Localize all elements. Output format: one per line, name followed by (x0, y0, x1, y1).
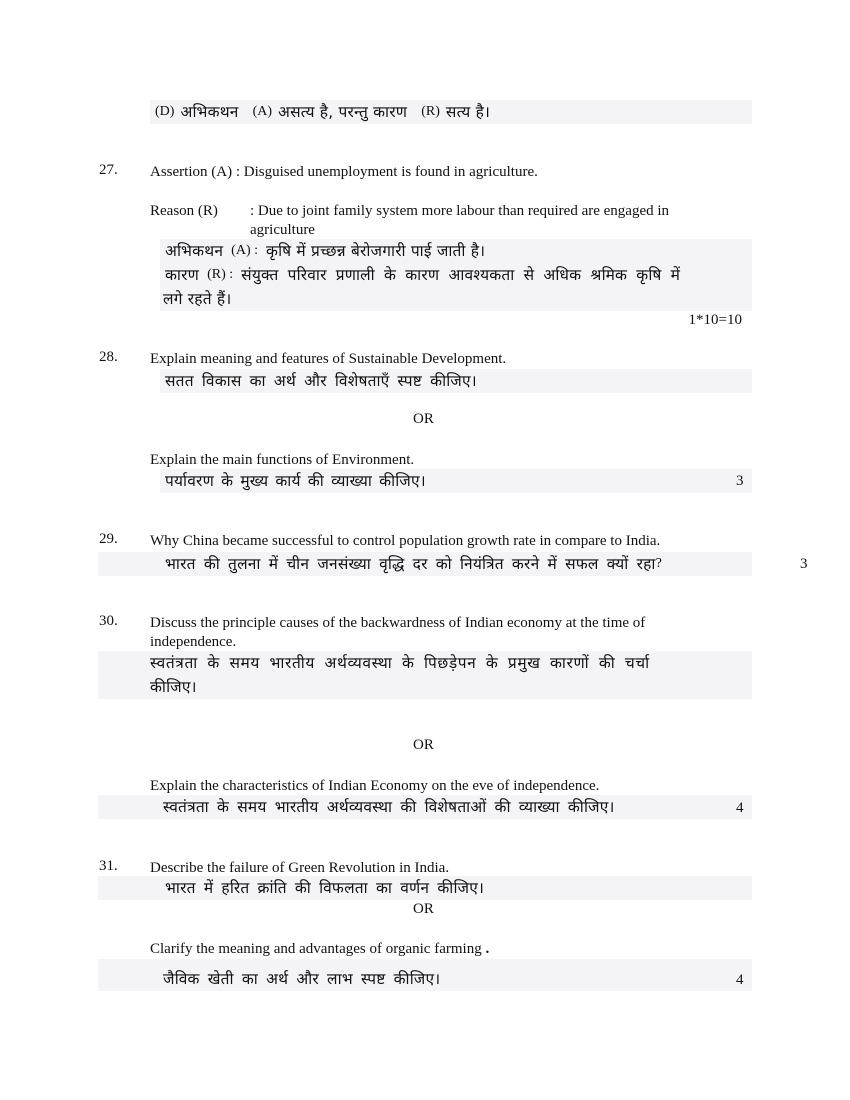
q30-marks: 4 (736, 800, 744, 816)
q28-number: 28. (99, 349, 118, 365)
q27-hindi-assert-text: कृषि में प्रच्छन्न बेरोजगारी पाई जाती है। (266, 242, 486, 260)
q30-hindi-line2: कीजिए। (150, 678, 197, 696)
q30-hindi-line1: स्वतंत्रता के समय भारतीय अर्थव्यवस्था के पिछड़ेपन के प्रमुख कारणों की चर्चा (150, 654, 650, 672)
q28-english: Explain meaning and features of Sustainable Development. (150, 351, 507, 367)
q27-reason-label: Reason (R) (150, 203, 218, 219)
q27-hindi-reason-text2: लगे रहते हैं। (163, 290, 232, 308)
q28-marks: 3 (736, 473, 744, 489)
option-d-hindi-3: सत्य है। (445, 103, 491, 121)
q28-alt-hindi: पर्यावरण के मुख्य कार्य की व्याख्या कीजिए। (165, 472, 426, 490)
q28-or: OR (413, 411, 434, 427)
q29-marks: 3 (800, 556, 808, 572)
q31-or: OR (413, 901, 434, 917)
q29-hindi-text: भारत की तुलना में चीन जनसंख्या वृद्धि दर को नियंत्रित करने में सफल क्यों रहा (165, 555, 656, 573)
q27-assertion: Assertion (A) : Disguised unemployment is found in agriculture. (150, 164, 538, 180)
option-d-hindi-1: अभिकथन (180, 103, 239, 121)
q30-alt-english: Explain the characteristics of Indian Economy on the eve of independence. (150, 778, 600, 794)
q31-alt-english (150, 939, 489, 959)
option-d-a: (A) (252, 104, 273, 119)
q27-number: 27. (99, 162, 118, 178)
q27-hindi-assert-a: (A) : (231, 243, 258, 258)
q30-or: OR (413, 737, 434, 753)
q27-reason-line2: agriculture (250, 222, 315, 238)
q27-hindi-reason-text1: संयुक्त परिवार प्रणाली के कारण आवश्यकता से अधिक श्रमिक कृषि में (241, 266, 681, 284)
q27-marks: 1*10=10 (688, 312, 742, 328)
q28-alt-english: Explain the main functions of Environment. (150, 452, 415, 468)
q27-hindi-assert-label: अभिकथन (165, 242, 224, 260)
q31-alt-english-dot: . (485, 941, 490, 957)
option-d (155, 100, 490, 124)
q29-qmark: ? (655, 556, 662, 571)
q30-alt-hindi: स्वतंत्रता के समय भारतीय अर्थव्यवस्था की विशेषताओं की व्याख्या कीजिए। (163, 798, 615, 816)
q31-marks: 4 (736, 972, 744, 988)
q31-number: 31. (99, 858, 118, 874)
q31-hindi: भारत में हरित क्रांति की विफलता का वर्णन कीजिए। (165, 879, 485, 897)
option-d-hindi-2: असत्य है, परन्तु कारण (278, 103, 408, 121)
q31-alt-hindi: जैविक खेती का अर्थ और लाभ स्पष्ट कीजिए। (163, 970, 441, 988)
q30-english-line1: Discuss the principle causes of the backwardness of Indian economy at the time of (150, 615, 646, 631)
q29-english: Why China became successful to control population growth rate in compare to India. (150, 533, 661, 549)
q27-hindi-reason-label: कारण (165, 266, 200, 284)
option-d-r: (R) (421, 104, 440, 119)
q27-hindi-reason-r: (R) : (207, 267, 234, 282)
q29-hindi (165, 552, 662, 576)
option-d-label: (D) (155, 104, 175, 119)
q27-hindi-assertion (165, 239, 485, 263)
q27-reason-line1: : Due to joint family system more labour than required are engaged in (250, 203, 670, 219)
q31-english: Describe the failure of Green Revolution in India. (150, 860, 450, 876)
q28-hindi: सतत विकास का अर्थ और विशेषताएँ स्पष्ट कीजिए। (165, 372, 477, 390)
q31-alt-english-text: Clarify the meaning and advantages of organic farming (150, 941, 482, 957)
q27-hindi-reason (165, 263, 680, 287)
q29-number: 29. (99, 531, 118, 547)
q30-english-line2: independence. (150, 634, 237, 650)
q30-number: 30. (99, 613, 118, 629)
